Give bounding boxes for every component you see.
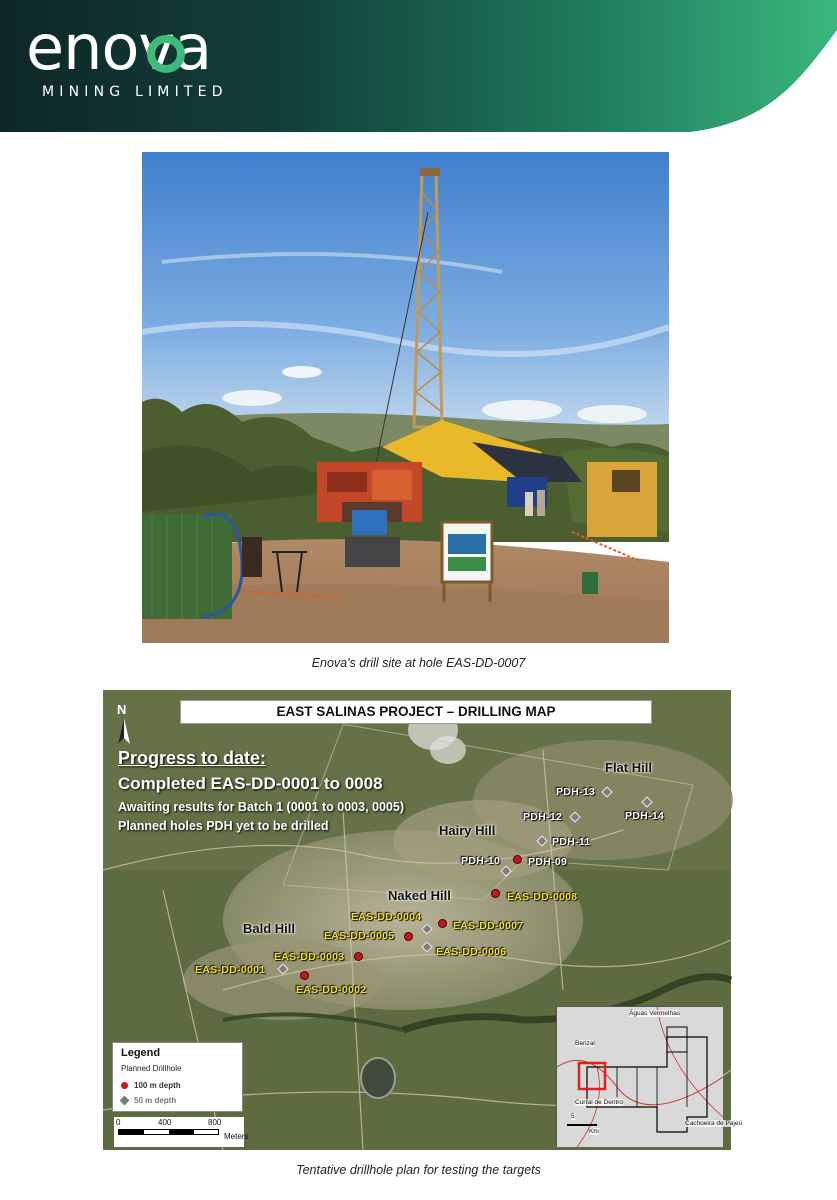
- photo-caption: Enova's drill site at hole EAS-DD-0007: [311, 656, 526, 670]
- inset-place: Águas Vermelhas: [629, 1010, 680, 1017]
- north-arrow-icon: [118, 718, 130, 744]
- scale-unit: Meters: [224, 1132, 249, 1141]
- drillhole-label: EAS-DD-0002: [296, 984, 367, 996]
- map-title: EAST SALINAS PROJECT – DRILLING MAP: [180, 700, 652, 724]
- scale-bar-graphic: [118, 1129, 219, 1135]
- legend-item-grey: 50 m depth: [121, 1096, 176, 1105]
- north-label: N: [117, 702, 127, 717]
- drilling-map: [103, 690, 743, 1150]
- hill-label: Naked Hill: [388, 888, 451, 903]
- drillhole-label: EAS-DD-0005: [324, 930, 395, 942]
- drillhole-label: EAS-DD-0004: [351, 911, 422, 923]
- inset-scale-unit: Km: [589, 1128, 599, 1135]
- inset-scale-num: 5: [571, 1113, 575, 1120]
- drillhole-label: PDH-12: [523, 811, 563, 823]
- progress-planned: Planned holes PDH yet to be drilled: [118, 819, 329, 833]
- map-caption: Tentative drillhole plan for testing the targets: [296, 1163, 541, 1177]
- hill-label: Bald Hill: [243, 921, 296, 936]
- drillhole-label: EAS-DD-0001: [195, 964, 266, 976]
- map-legend: [112, 1042, 243, 1112]
- drillhole-marker: [300, 971, 309, 980]
- inset-place: Berizal: [575, 1040, 595, 1047]
- drillhole-marker: [491, 889, 500, 898]
- drillhole-label: PDH-14: [625, 810, 665, 822]
- drillhole-label: EAS-DD-0008: [507, 891, 578, 903]
- legend-subtitle: Planned Drillhole: [121, 1064, 182, 1073]
- progress-awaiting: Awaiting results for Batch 1 (0001 to 0003, 0005): [118, 800, 404, 814]
- drill-site-photo: [142, 152, 669, 643]
- drillhole-label: PDH-09: [528, 856, 568, 868]
- location-inset-map: [556, 1006, 743, 1146]
- drillhole-label: PDH-10: [461, 855, 501, 867]
- scale-tick: 800: [208, 1118, 222, 1127]
- legend-title: Legend: [121, 1047, 161, 1059]
- scale-bar: [114, 1117, 249, 1147]
- header-banner: [0, 0, 837, 132]
- inset-place: Cachoeira de Pajeú: [685, 1120, 743, 1127]
- brand-logo: enova: [26, 11, 212, 84]
- drillhole-marker: [513, 855, 522, 864]
- drillhole-marker: [354, 952, 363, 961]
- drillhole-label: EAS-DD-0003: [274, 951, 345, 963]
- scale-tick: 400: [158, 1118, 172, 1127]
- scale-tick: 0: [116, 1118, 121, 1127]
- drillhole-marker: [404, 932, 413, 941]
- drillhole-label: EAS-DD-0006: [436, 946, 507, 958]
- brand-subtitle: MINING LIMITED: [42, 84, 228, 100]
- drillhole-marker: [438, 919, 447, 928]
- hill-label: Flat Hill: [605, 760, 652, 775]
- drillhole-label: PDH-13: [556, 786, 596, 798]
- progress-completed: Completed EAS-DD-0001 to 0008: [118, 774, 383, 793]
- inset-place: Curral de Dentro: [575, 1099, 624, 1106]
- drillhole-label: EAS-DD-0007: [453, 920, 524, 932]
- hill-label: Hairy Hill: [439, 823, 496, 838]
- progress-heading: Progress to date:: [118, 748, 267, 768]
- red-circle-icon: [121, 1082, 128, 1089]
- legend-item-red: 100 m depth: [121, 1081, 181, 1090]
- logo-o-accent: [26, 8, 246, 88]
- drillhole-label: PDH-11: [552, 836, 591, 848]
- grey-diamond-icon: [120, 1096, 130, 1106]
